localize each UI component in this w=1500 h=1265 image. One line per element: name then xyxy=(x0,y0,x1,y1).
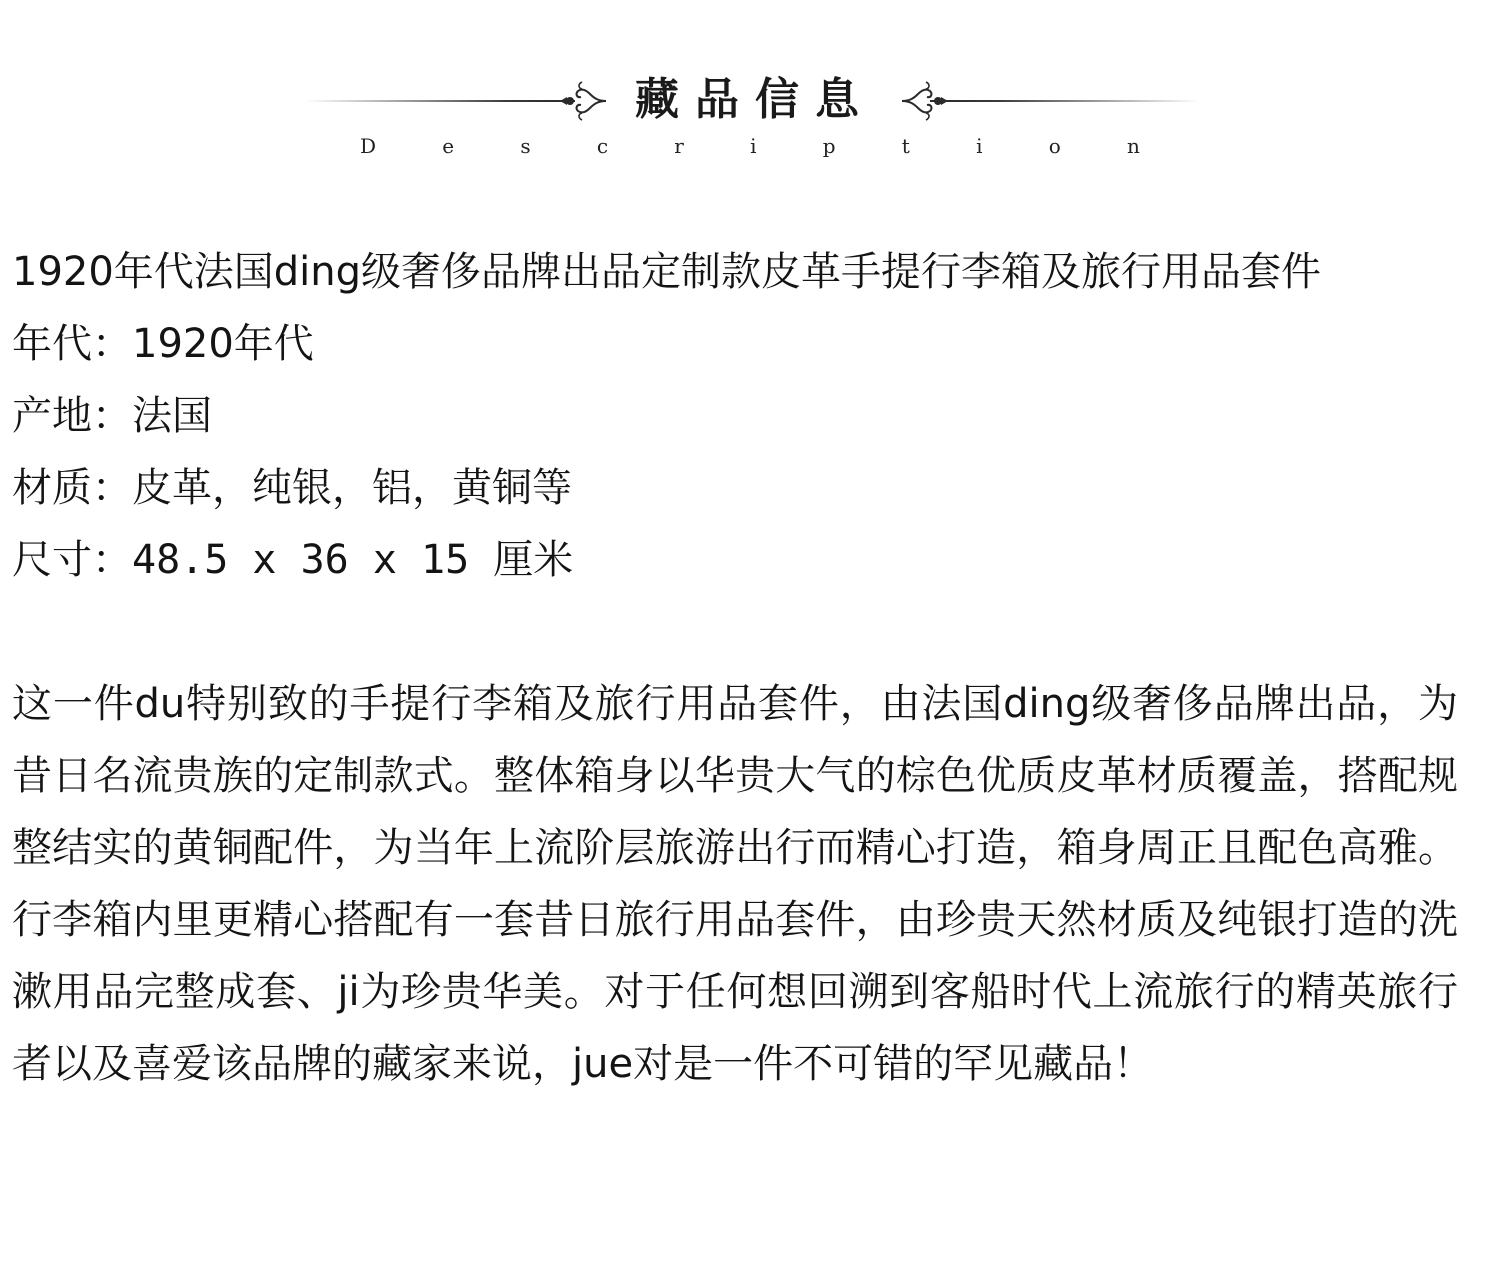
subtitle-letter: t xyxy=(901,134,910,158)
item-name: 1920年代法国ding级奢侈品牌出品定制款皮革手提行李箱及旅行用品套件 xyxy=(12,249,1322,295)
material-label: 材质： xyxy=(12,465,132,511)
subtitle-letter: p xyxy=(822,134,836,158)
section-header xyxy=(0,60,1500,170)
item-description: 这一件du特别致的手提行李箱及旅行用品套件，由法国ding级奢侈品牌出品，为昔日名流贵族的定制款式。整体箱身以华贵大气的棕色优质皮革材质覆盖，搭配规整结实的黄铜配件，为当年上流阶层旅游出行而精心打造，箱身周正且配色高雅。行李箱内里更精心搭配有一套昔日旅行用品套件，由珍贵天然材质及纯银打造的洗漱用品完整成套、ji为珍贵华美。对于任何想回溯到客船时代上流旅行的精英旅行者以及喜爱该品牌的藏家来说，jue对是一件不可错的罕见藏品！ xyxy=(12,681,1458,1087)
size-label: 尺寸： xyxy=(12,537,132,583)
subtitle-letter: s xyxy=(520,134,531,158)
era-label: 年代： xyxy=(12,321,132,367)
subtitle-letter: i xyxy=(976,134,983,158)
subtitle-letter: e xyxy=(442,134,455,158)
subtitle-letter: r xyxy=(674,134,684,158)
paragraph-spacer xyxy=(12,596,1458,668)
origin-label: 产地： xyxy=(12,393,132,439)
size-row xyxy=(12,524,1458,596)
size-value: 48.5 x 36 x 15 厘米 xyxy=(132,537,574,583)
item-details xyxy=(12,236,1458,1100)
right-divider-line xyxy=(930,100,1200,102)
origin-row xyxy=(12,380,1458,452)
subtitle-letter: n xyxy=(1126,134,1140,158)
left-divider-line xyxy=(305,100,575,102)
material-value: 皮革，纯银，铝，黄铜等 xyxy=(132,465,572,511)
subtitle-letter: D xyxy=(360,134,377,158)
origin-value: 法国 xyxy=(132,393,212,439)
subtitle-letter: c xyxy=(596,134,609,158)
subtitle-letter: i xyxy=(750,134,757,158)
section-subtitle xyxy=(360,134,1140,164)
material-row xyxy=(12,452,1458,524)
subtitle-letter: o xyxy=(1048,134,1061,158)
era-value: 1920年代 xyxy=(132,321,314,367)
title-row xyxy=(0,60,1500,140)
section-title: 藏品信息 xyxy=(635,74,875,125)
era-row xyxy=(12,308,1458,380)
left-flourish-icon xyxy=(558,74,608,128)
